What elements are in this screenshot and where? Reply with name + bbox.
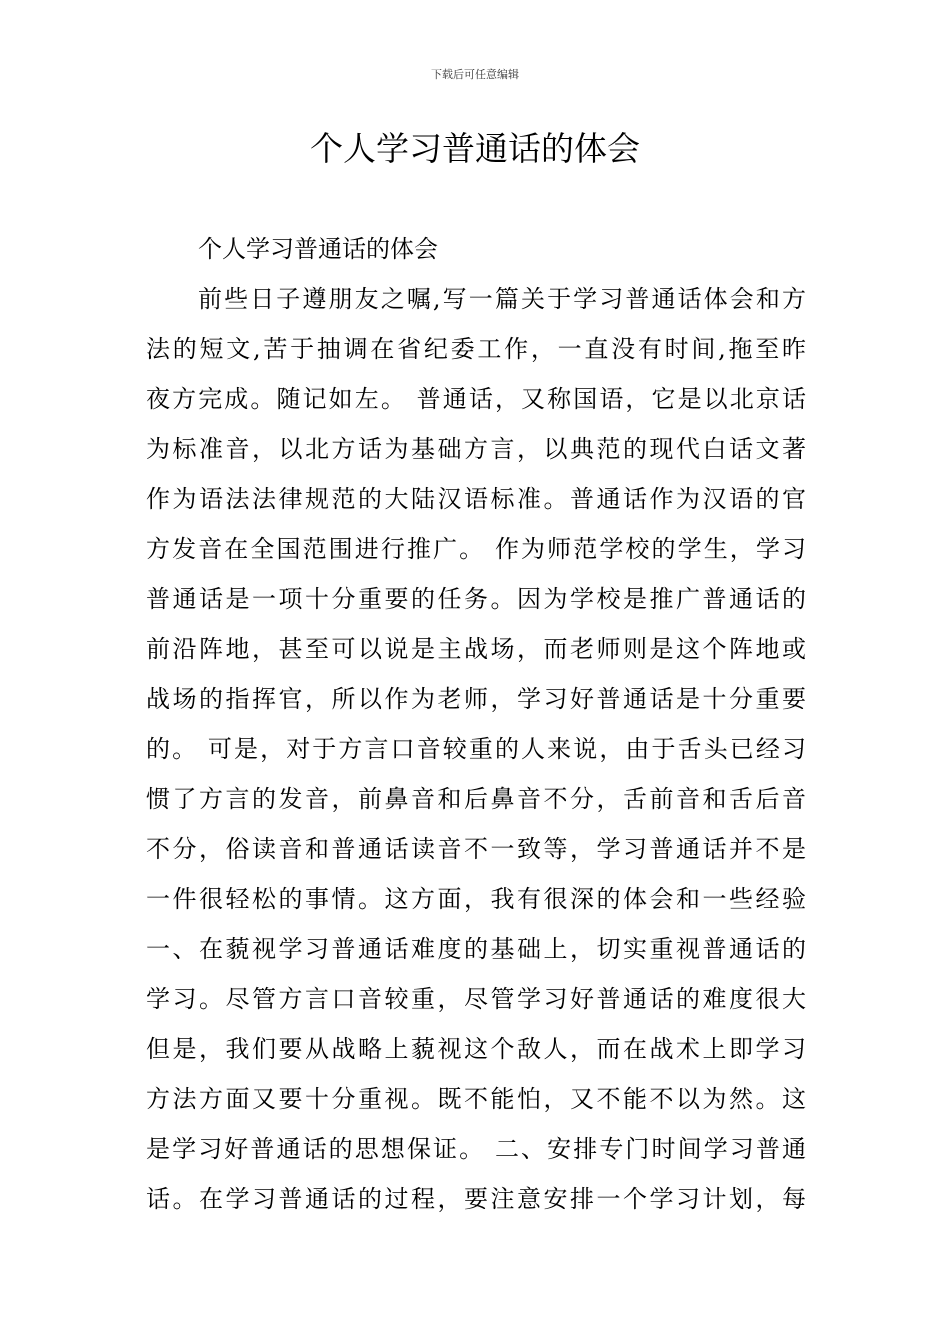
paragraph-line: 不分，俗读音和普通话读音不一致等，学习普通话并不是	[146, 835, 806, 863]
paragraph-line: 话。在学习普通话的过程，要注意安排一个学习计划，每	[146, 1185, 806, 1213]
paragraph-line: 前沿阵地，甚至可以说是主战场，而老师则是这个阵地或	[146, 635, 806, 663]
document-body	[146, 224, 806, 1224]
header-note: 下载后可任意编辑	[431, 68, 519, 81]
paragraph-line: 夜方完成。随记如左。 普通话，又称国语，它是以北京话	[146, 385, 806, 413]
paragraph-line: 方发音在全国范围进行推广。 作为师范学校的学生，学习	[146, 535, 806, 563]
paragraph-line: 惯了方言的发音，前鼻音和后鼻音不分，舌前音和舌后音	[146, 785, 806, 813]
paragraph-line: 前些日子遵朋友之嘱,写一篇关于学习普通话体会和方	[198, 285, 806, 313]
paragraph-line: 一件很轻松的事情。这方面，我有很深的体会和一些经验	[146, 885, 806, 913]
paragraph-line: 但是，我们要从战略上藐视这个敌人，而在战术上即学习	[146, 1035, 806, 1063]
paragraph-line: 法的短文,苦于抽调在省纪委工作，一直没有时间,拖至昨	[146, 335, 806, 363]
paragraph-line: 普通话是一项十分重要的任务。因为学校是推广普通话的	[146, 585, 806, 613]
paragraph-line: 是学习好普通话的思想保证。 二、安排专门时间学习普通	[146, 1135, 806, 1163]
paragraph-line: 战场的指挥官，所以作为老师，学习好普通话是十分重要	[146, 685, 806, 713]
paragraph-line: 为标准音，以北方话为基础方言，以典范的现代白话文著	[146, 435, 806, 463]
paragraph-line: 作为语法法律规范的大陆汉语标准。普通话作为汉语的官	[146, 485, 806, 513]
paragraph-line: 方法方面又要十分重视。既不能怕，又不能不以为然。这	[146, 1085, 806, 1113]
paragraph-line: 一、在藐视学习普通话难度的基础上，切实重视普通话的	[146, 935, 806, 963]
subtitle-line: 个人学习普通话的体会	[198, 235, 438, 263]
document-title: 个人学习普通话的体会	[310, 129, 640, 168]
paragraph-line: 的。 可是，对于方言口音较重的人来说，由于舌头已经习	[146, 735, 806, 763]
paragraph-line: 学习。尽管方言口音较重，尽管学习好普通话的难度很大	[146, 985, 806, 1013]
